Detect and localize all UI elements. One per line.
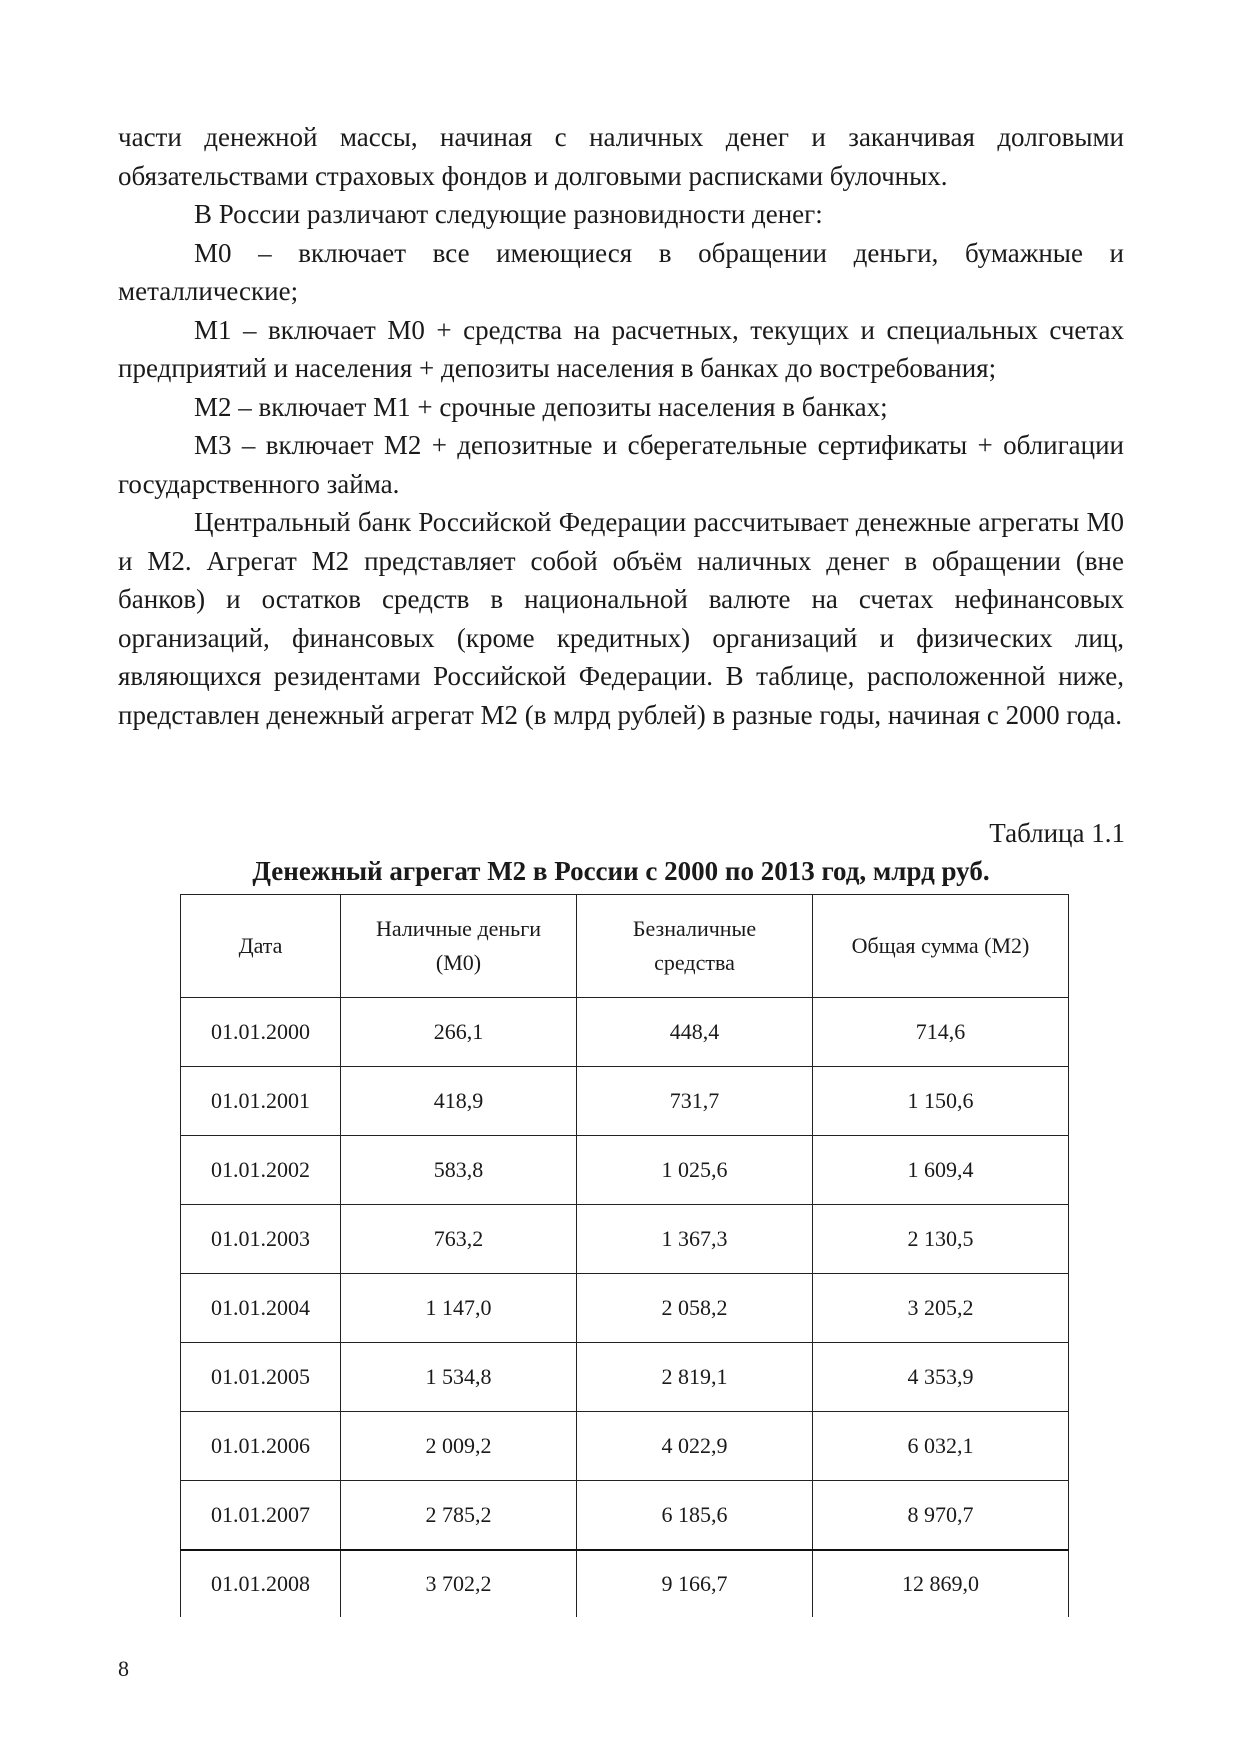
cell-m2: 2 130,5	[813, 1205, 1069, 1274]
cell-m0: 763,2	[341, 1205, 577, 1274]
cell-date: 01.01.2000	[181, 998, 341, 1067]
paragraph: М1 – включает М0 + средства на расчетных, текущих и специальных счетах предприятий и населения + депозиты населения в банках до востребования;	[118, 314, 1124, 383]
table-header-row	[181, 895, 1069, 998]
cell-noncash: 9 166,7	[577, 1550, 813, 1617]
table-row	[181, 1550, 1069, 1617]
cell-date: 01.01.2001	[181, 1067, 341, 1136]
paragraph: части денежной массы, начиная с наличных денег и заканчивая долговыми обязательствами страховых фондов и долговыми расписками булочных.	[118, 122, 1124, 191]
table-row	[181, 1343, 1069, 1412]
table-row	[181, 1067, 1069, 1136]
cell-noncash: 2 058,2	[577, 1274, 813, 1343]
paragraph: Центральный банк Российской Федерации рассчитывает денежные агрегаты М0 и М2. Агрегат М2 представляет собой объём наличных денег в обращении (вне банков) и остатков средств в национальной валюте на счетах нефинансовых организаций, финансовых (кроме кредитных) организаций и физических лиц, являющихся резидентами Российской Федерации. В таблице, расположенной ниже, представлен денежный агрегат М2 (в млрд рублей) в разные годы, начиная с 2000 года.	[118, 507, 1124, 730]
paragraph: М0 – включает все имеющиеся в обращении деньги, бумажные и металлические;	[118, 237, 1124, 306]
cell-noncash: 1 025,6	[577, 1136, 813, 1205]
cell-date: 01.01.2006	[181, 1412, 341, 1481]
table-label: Таблица 1.1	[989, 818, 1125, 848]
paragraph: В России различают следующие разновидности денег:	[194, 199, 823, 229]
cell-date: 01.01.2007	[181, 1481, 341, 1551]
cell-m2: 8 970,7	[813, 1481, 1069, 1551]
cell-m2: 1 609,4	[813, 1136, 1069, 1205]
table-row	[181, 1136, 1069, 1205]
money-aggregate-table	[180, 894, 1069, 1617]
cell-date: 01.01.2008	[181, 1550, 341, 1617]
cell-date: 01.01.2003	[181, 1205, 341, 1274]
cell-m2: 1 150,6	[813, 1067, 1069, 1136]
page-number: 8	[118, 1656, 129, 1681]
table-title: Денежный агрегат М2 в России с 2000 по 2013 год, млрд руб.	[252, 856, 990, 886]
table-row	[181, 998, 1069, 1067]
cell-m2: 12 869,0	[813, 1550, 1069, 1617]
cell-noncash: 2 819,1	[577, 1343, 813, 1412]
cell-m0: 418,9	[341, 1067, 577, 1136]
cell-noncash: 448,4	[577, 998, 813, 1067]
cell-date: 01.01.2004	[181, 1274, 341, 1343]
cell-noncash: 731,7	[577, 1067, 813, 1136]
header-total-m2: Общая сумма (М2)	[813, 895, 1069, 998]
paragraph: М3 – включает М2 + депозитные и сберегательные сертификаты + облигации государственного займа.	[118, 430, 1124, 499]
cell-m0: 3 702,2	[341, 1550, 577, 1617]
cell-m0: 2 785,2	[341, 1481, 577, 1551]
cell-date: 01.01.2002	[181, 1136, 341, 1205]
table-row	[181, 1274, 1069, 1343]
cell-m0: 1 147,0	[341, 1274, 577, 1343]
table-row	[181, 1481, 1069, 1551]
cell-m2: 4 353,9	[813, 1343, 1069, 1412]
cell-m2: 6 032,1	[813, 1412, 1069, 1481]
table-row	[181, 1205, 1069, 1274]
cell-m0: 2 009,2	[341, 1412, 577, 1481]
cell-date: 01.01.2005	[181, 1343, 341, 1412]
cell-m2: 714,6	[813, 998, 1069, 1067]
cell-m0: 266,1	[341, 998, 577, 1067]
cell-m0: 583,8	[341, 1136, 577, 1205]
paragraph: М2 – включает М1 + срочные депозиты населения в банках;	[194, 391, 888, 422]
body-text	[118, 118, 1124, 734]
cell-m2: 3 205,2	[813, 1274, 1069, 1343]
header-noncash: Безналичные средства	[577, 895, 813, 998]
header-cash-m0: Наличные деньги (М0)	[341, 895, 577, 998]
header-date: Дата	[181, 895, 341, 998]
cell-noncash: 1 367,3	[577, 1205, 813, 1274]
cell-noncash: 6 185,6	[577, 1481, 813, 1551]
table-row	[181, 1412, 1069, 1481]
cell-m0: 1 534,8	[341, 1343, 577, 1412]
cell-noncash: 4 022,9	[577, 1412, 813, 1481]
